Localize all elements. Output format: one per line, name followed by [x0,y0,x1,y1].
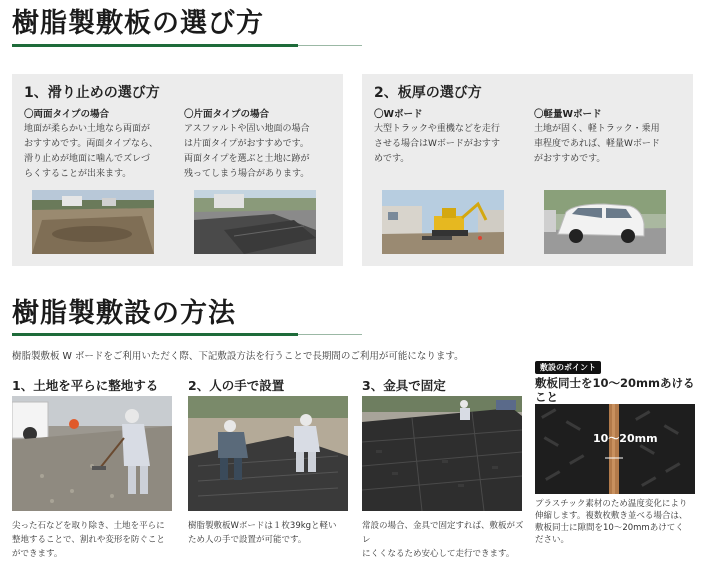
text-line: 滑り止めが地面に噛んでズレづ [24,154,151,164]
text-line: 伸縮します。複数枚敷き並べる場合は、 [535,511,688,521]
text-line: は片面タイプがおすすめです。 [184,139,309,149]
text-line: ができます。 [12,549,63,559]
photo-board-gap [535,404,695,494]
text-line: 敷板同士を10～20mmあける [535,376,695,390]
text-line: プラスチック素材のため温度変化により [535,499,688,509]
column-heading: 〇片面タイプの場合 [184,109,270,120]
panel-slip-resistance [12,74,343,266]
installation-heading: 樹脂製敷設の方法 [12,298,236,329]
column-text [534,122,686,167]
column-heading: 〇Wボード [374,109,423,120]
text-line: ださい。 [535,535,570,545]
text-line: おすすめです。両面タイプなら、 [24,139,158,149]
panel-title: 1、滑り止めの選び方 [24,85,160,101]
selection-heading: 樹脂製敷板の選び方 [12,8,264,39]
photo-manual-placement [188,396,348,511]
step-text-2 [188,519,356,547]
column-double-sided [24,108,176,182]
column-text [374,122,526,167]
gap-label: 10～20mm [593,432,658,445]
selection-heading-rule [12,44,298,47]
step-title-1: 1、土地を平らに整地する [12,378,159,393]
text-line: 樹脂製敷板Wボードは１枚39kgと軽い [188,521,337,531]
panel-title: 2、板厚の選び方 [374,85,482,101]
point-tag: 敷設のポイント [535,361,601,374]
text-line: めです。 [374,154,410,164]
photo-car [544,190,666,254]
text-line: 両面タイプを選ぶと土地に跡が [184,154,310,164]
photo-excavator [382,190,504,254]
text-line: アスファルトや固い地面の場合 [184,124,310,134]
column-text [184,122,336,182]
text-line: 土地が固く、軽トラック・乗用 [534,124,660,134]
text-line: させる場合はWボードがおすす [374,139,500,149]
column-heading: 〇両面タイプの場合 [24,109,110,120]
text-line: にくくなるため安心して走行できます。 [362,549,515,559]
step-text-1 [12,519,180,561]
text-line: らくすることが出来ます。 [24,169,132,179]
text-line: 残ってしまう場合があります。 [184,169,310,179]
text-line: ため人の手で設置が可能です。 [188,535,307,545]
step-title-3: 3、金具で固定 [362,378,446,393]
text-line: 車程度であれば、軽量Wボード [534,139,660,149]
installation-heading-rule [12,333,298,336]
photo-soft-ground [32,190,154,254]
text-line: がおすすめです。 [534,154,606,164]
column-heading: 〇軽量Wボード [534,109,602,120]
point-text [535,498,707,546]
step-text-3 [362,519,530,561]
photo-asphalt [194,190,316,254]
point-title [535,376,707,404]
column-w-board [374,108,526,167]
installation-intro: 樹脂製敷板 W ボードをご利用いただく際、下記敷設方法を行うことで長期間のご利用が可能になります。 [12,351,464,362]
panel-board-thickness [362,74,693,266]
text-line: 常設の場合、金具で固定すれば、敷板がズレ [362,521,524,545]
column-text [24,122,176,182]
step-title-2: 2、人の手で設置 [188,378,285,393]
text-line: 大型トラックや重機などを走行 [374,124,500,134]
text-line: 整地することで、割れや変形を防ぐこと [12,535,165,545]
text-line: こと [535,390,558,404]
text-line: 敷板同士に隙間を10～20mmあけてく [535,523,684,533]
photo-fixing-brackets [362,396,522,511]
text-line: 尖った石などを取り除き、土地を平らに [12,521,165,531]
photo-leveling [12,396,172,511]
column-single-sided [184,108,336,182]
text-line: 地面が柔らかい土地なら両面が [24,124,151,134]
column-light-w-board [534,108,686,167]
